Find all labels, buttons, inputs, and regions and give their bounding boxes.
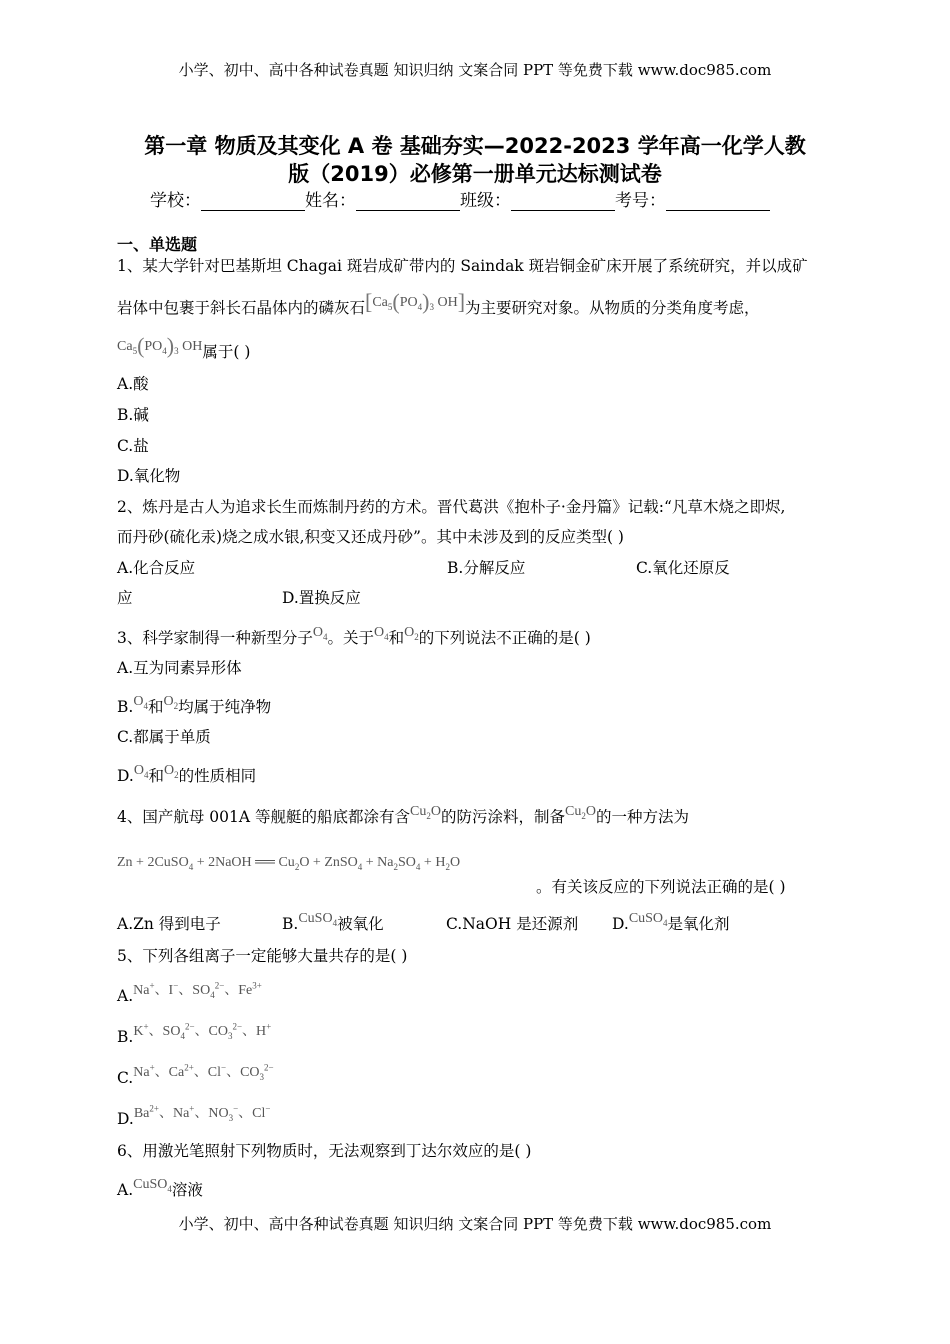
q5-stem: 5、下列各组离子一定能够大量共存的是( ) xyxy=(117,947,408,965)
q4-option-d[interactable]: D.CuSO$_4$是氧化剂 xyxy=(612,911,730,933)
ion-set-b: K+、$SO_4^{2-}$、$CO_3^{2-}$、H+ xyxy=(133,1021,272,1041)
page-header: 小学、初中、高中各种试卷真题 知识归纳 文案合同 PPT 等免费下载 www.doc985.com xyxy=(178,61,772,79)
student-info-line xyxy=(150,186,770,211)
q5-option-a[interactable]: A.Na+、I−、$SO_4^{2-}$、$Fe^{3+}$ xyxy=(117,980,262,1005)
q4-option-a[interactable]: A.Zn 得到电子 xyxy=(117,915,221,933)
ion-set-c: Na+、$Ca^{2+}$、Cl−、$CO_3^{2-}$ xyxy=(133,1062,274,1082)
o2-formula: $O_2$ xyxy=(163,763,179,780)
cuso4-formula: CuSO$_4$ xyxy=(628,911,668,928)
cuso4-formula: CuSO$_4$ xyxy=(298,911,338,928)
page-title-line2: 版（2019）必修第一册单元达标测试卷 xyxy=(288,162,662,186)
cuso4-formula: CuSO$_4$ xyxy=(133,1177,172,1194)
q5-option-c[interactable]: C.Na+、$Ca^{2+}$、Cl−、$CO_3^{2-}$ xyxy=(117,1062,274,1087)
o2-formula: $O_2$ xyxy=(404,625,419,642)
cu2o-formula: $Cu_2O$ xyxy=(410,804,441,821)
q3-option-d[interactable]: $D.O_4$和$O_2$的性质相同 xyxy=(117,763,257,785)
name-label: 姓名： xyxy=(305,191,356,211)
school-label: 学校： xyxy=(150,191,201,211)
name-blank[interactable] xyxy=(356,192,460,211)
o4-formula: $O_4$ xyxy=(133,694,148,711)
apatite-formula: [$Ca_5(PO_4)_3$ OH] xyxy=(365,289,466,314)
q6-stem: 6、用激光笔照射下列物质时，无法观察到丁达尔效应的是( ) xyxy=(117,1142,532,1160)
class-blank[interactable] xyxy=(511,192,615,211)
q1-stem-line1: 1、某大学针对巴基斯坦 Chagai 斑岩成矿带内的 Saindak 斑岩铜金矿床开展了系统研究，并以成矿 xyxy=(117,257,808,275)
q2-option-a[interactable]: A.化合反应 xyxy=(117,559,196,577)
q1-option-a[interactable]: A.酸 xyxy=(117,375,149,393)
q3-option-a[interactable]: A.互为同素异形体 xyxy=(117,659,242,677)
number-blank[interactable] xyxy=(666,192,770,211)
q4-option-c[interactable]: C.NaOH 是还源剂 xyxy=(446,915,579,933)
page-footer: 小学、初中、高中各种试卷真题 知识归纳 文案合同 PPT 等免费下载 www.doc985.com xyxy=(178,1215,772,1233)
q3-option-b[interactable]: $B.O_4$和$O_2$均属于纯净物 xyxy=(117,694,272,716)
class-label: 班级： xyxy=(460,191,511,211)
q1-option-b[interactable]: B.碱 xyxy=(117,406,149,424)
ion-set-a: Na+、I−、$SO_4^{2-}$、$Fe^{3+}$ xyxy=(133,980,262,1000)
number-label: 考号： xyxy=(615,191,666,211)
school-blank[interactable] xyxy=(201,192,305,211)
q1-option-c[interactable]: C.盐 xyxy=(117,437,149,455)
q4-stem-line3: 。有关该反应的下列说法正确的是( ) xyxy=(536,878,786,896)
q2-option-d[interactable]: D.置换反应 xyxy=(282,589,361,607)
apatite-formula-2: $Ca_5(PO_4)_3$ OH xyxy=(117,333,203,358)
q1-stem-line3: $Ca_5(PO_4)_3$ OH属于( ) xyxy=(117,333,251,361)
q4-option-b[interactable]: B.CuSO$_4$被氧化 xyxy=(282,911,384,933)
q4-stem-line1: 4、国产航母 001A 等舰艇的船底都涂有含$Cu_2O$的防污涂料，制备$Cu_2O$的一种方法为 xyxy=(117,804,689,826)
q2-option-b[interactable]: B.分解反应 xyxy=(447,559,526,577)
q2-stem-line1: 2、炼丹是古人为追求长生而炼制丹药的方术。晋代葛洪《抱朴子·金丹篇》记载:“凡草木烧之即烬, xyxy=(117,498,786,516)
q5-option-b[interactable]: B.K+、$SO_4^{2-}$、$CO_3^{2-}$、H+ xyxy=(117,1021,272,1046)
page-title-line1: 第一章 物质及其变化 A 卷 基础夯实—2022-2023 学年高一化学人教 xyxy=(144,134,806,158)
q1-stem-line2: 岩体中包裹于斜长石晶体内的磷灰石[$Ca_5(PO_4)_3$ OH]为主要研究对象。从物质的分类角度考虑， xyxy=(117,289,760,317)
o4-formula: $O_4$ xyxy=(374,625,389,642)
o4-formula: $O_4$ xyxy=(133,763,149,780)
q4-equation: Zn + 2CuSO$_4$ + 2NaOH ══ $Cu_2O$ + ZnSO$_4$ + $Na_2SO_4 + H_2O$ xyxy=(117,855,461,872)
o4-formula: $O_4$ xyxy=(312,625,328,642)
q1-option-d[interactable]: D.氧化物 xyxy=(117,467,181,485)
q3-stem: 3、科学家制得一种新型分子$O_4$。关于$O_4$和$O_2$的下列说法不正确的是( ) xyxy=(117,625,591,647)
q5-option-d[interactable]: $D.Ba^{2+}$、Na+、$NO_3^-$、Cl− xyxy=(117,1103,271,1128)
q3-option-c[interactable]: C.都属于单质 xyxy=(117,728,211,746)
ion-set-d: $Ba^{2+}$、Na+、$NO_3^-$、Cl− xyxy=(133,1103,271,1123)
o2-formula: $O_2$ xyxy=(163,694,179,711)
q2-option-c-wrap: 应 xyxy=(117,589,133,607)
cu2o-formula: $Cu_2O$ xyxy=(564,804,596,821)
q2-stem-line2: 而丹砂(硫化汞)烧之成水银,积变又还成丹砂”。其中未涉及到的反应类型( ) xyxy=(117,528,624,546)
section-heading: 一、单选题 xyxy=(117,235,198,254)
q6-option-a[interactable]: A.CuSO$_4$溶液 xyxy=(117,1177,203,1199)
q2-option-c[interactable]: C.氧化还原反 xyxy=(636,559,730,577)
